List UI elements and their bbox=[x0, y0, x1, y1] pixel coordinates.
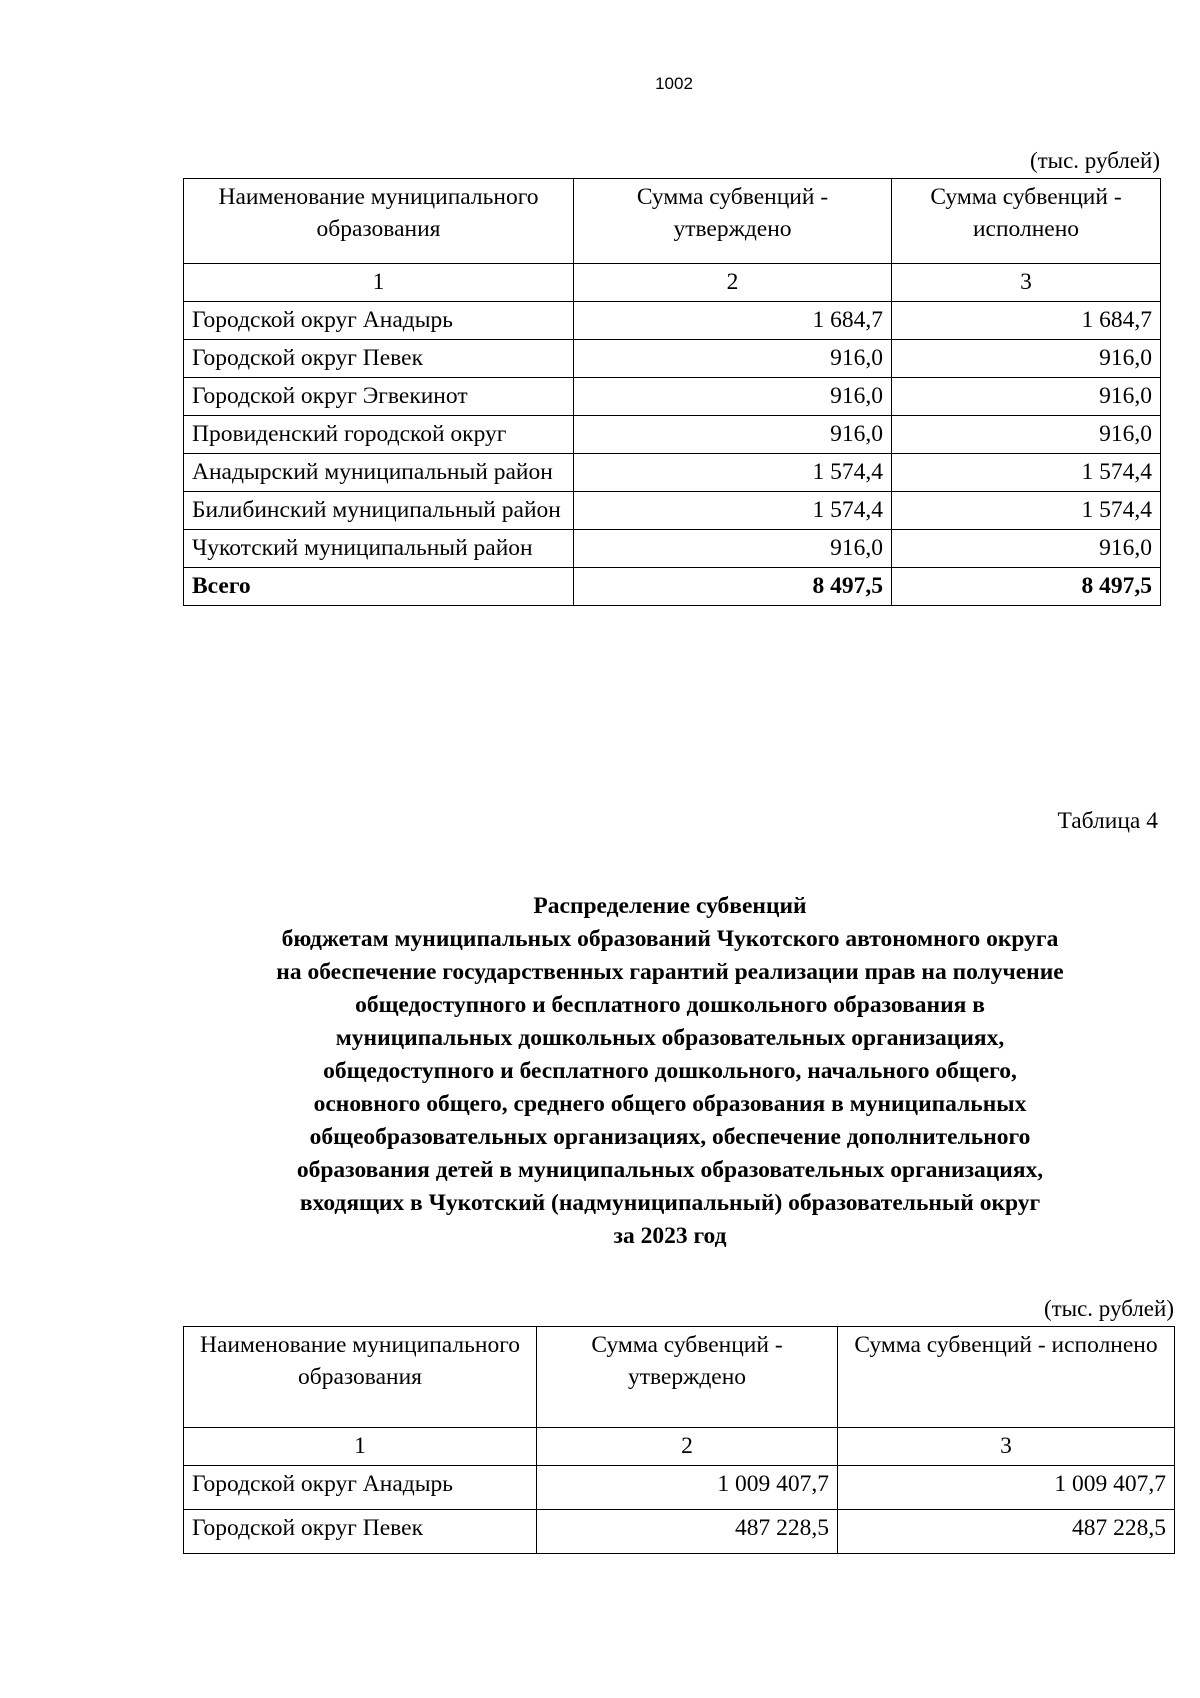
title-line: общедоступного и бесплатного дошкольного образования в bbox=[355, 992, 985, 1018]
title-line: общеобразовательных организациях, обеспечение дополнительного bbox=[309, 1124, 1031, 1150]
units-label-table-1: (тыс. рублей) bbox=[1029, 148, 1160, 173]
title-line: образования детей в муниципальных образовательных организациях, bbox=[296, 1157, 1044, 1183]
executed-amount: 1 684,7 bbox=[892, 302, 1161, 340]
executed-amount: 487 228,5 bbox=[838, 1510, 1175, 1554]
column-number: 3 bbox=[838, 1428, 1175, 1466]
municipality-name: Городской округ Эгвекинот bbox=[184, 378, 574, 416]
executed-amount: 916,0 bbox=[892, 416, 1161, 454]
municipality-name: Анадырский муниципальный район bbox=[184, 454, 574, 492]
total-executed: 8 497,5 bbox=[892, 568, 1161, 606]
municipality-name: Чукотский муниципальный район bbox=[184, 530, 574, 568]
title-line: муниципальных дошкольных образовательных организациях, bbox=[335, 1025, 1005, 1051]
table-row bbox=[184, 530, 1161, 568]
approved-amount: 1 574,4 bbox=[574, 454, 892, 492]
column-number: 3 bbox=[892, 264, 1161, 302]
total-approved: 8 497,5 bbox=[574, 568, 892, 606]
title-line: на обеспечение государственных гарантий реализации прав на получение bbox=[276, 959, 1064, 985]
table-row bbox=[184, 492, 1161, 530]
table-4-title bbox=[190, 890, 1150, 1253]
municipality-name: Городской округ Анадырь bbox=[184, 302, 574, 340]
executed-amount: 916,0 bbox=[892, 378, 1161, 416]
title-line: за 2023 год bbox=[613, 1223, 727, 1249]
approved-amount: 916,0 bbox=[574, 378, 892, 416]
title-line: бюджетам муниципальных образований Чукотского автономного округа bbox=[281, 926, 1059, 952]
approved-amount: 1 684,7 bbox=[574, 302, 892, 340]
municipality-name: Билибинский муниципальный район bbox=[184, 492, 574, 530]
header-executed: Сумма субвенций - исполнено bbox=[838, 1327, 1175, 1428]
total-row bbox=[184, 568, 1161, 606]
column-number: 2 bbox=[574, 264, 892, 302]
approved-amount: 916,0 bbox=[574, 530, 892, 568]
municipality-name: Городской округ Певек bbox=[184, 1510, 537, 1554]
table-row bbox=[184, 302, 1161, 340]
title-line: Распределение субвенций bbox=[533, 893, 807, 919]
table-caption: Таблица 4 bbox=[1057, 808, 1158, 834]
total-label: Всего bbox=[184, 568, 574, 606]
table-row bbox=[184, 1510, 1175, 1554]
column-number: 1 bbox=[184, 1428, 537, 1466]
table-row bbox=[184, 454, 1161, 492]
approved-amount: 916,0 bbox=[574, 340, 892, 378]
table-row bbox=[184, 340, 1161, 378]
table-row bbox=[184, 416, 1161, 454]
subsidy-table-1 bbox=[183, 178, 1161, 606]
table-row bbox=[184, 378, 1161, 416]
units-label-table-2: (тыс. рублей) bbox=[1043, 1296, 1174, 1321]
title-line: основного общего, среднего общего образования в муниципальных bbox=[313, 1091, 1027, 1117]
header-approved: Сумма субвенций - утверждено bbox=[537, 1327, 838, 1428]
municipality-name: Провиденский городской округ bbox=[184, 416, 574, 454]
header-name: Наименование муниципального образования bbox=[184, 1327, 537, 1428]
approved-amount: 1 009 407,7 bbox=[537, 1466, 838, 1510]
executed-amount: 916,0 bbox=[892, 340, 1161, 378]
executed-amount: 1 009 407,7 bbox=[838, 1466, 1175, 1510]
municipality-name: Городской округ Певек bbox=[184, 340, 574, 378]
column-number: 2 bbox=[537, 1428, 838, 1466]
approved-amount: 1 574,4 bbox=[574, 492, 892, 530]
subsidy-table-2 bbox=[183, 1326, 1175, 1554]
header-executed: Сумма субвенций - исполнено bbox=[892, 179, 1161, 264]
executed-amount: 916,0 bbox=[892, 530, 1161, 568]
approved-amount: 916,0 bbox=[574, 416, 892, 454]
title-line: общедоступного и бесплатного дошкольного, начального общего, bbox=[323, 1058, 1017, 1084]
approved-amount: 487 228,5 bbox=[537, 1510, 838, 1554]
executed-amount: 1 574,4 bbox=[892, 454, 1161, 492]
header-approved: Сумма субвенций - утверждено bbox=[574, 179, 892, 264]
executed-amount: 1 574,4 bbox=[892, 492, 1161, 530]
municipality-name: Городской округ Анадырь bbox=[184, 1466, 537, 1510]
title-line: входящих в Чукотский (надмуниципальный) образовательный округ bbox=[299, 1190, 1041, 1216]
page-number: 1002 bbox=[655, 74, 693, 93]
header-name: Наименование муниципального образования bbox=[184, 179, 574, 264]
column-number: 1 bbox=[184, 264, 574, 302]
table-row bbox=[184, 1466, 1175, 1510]
